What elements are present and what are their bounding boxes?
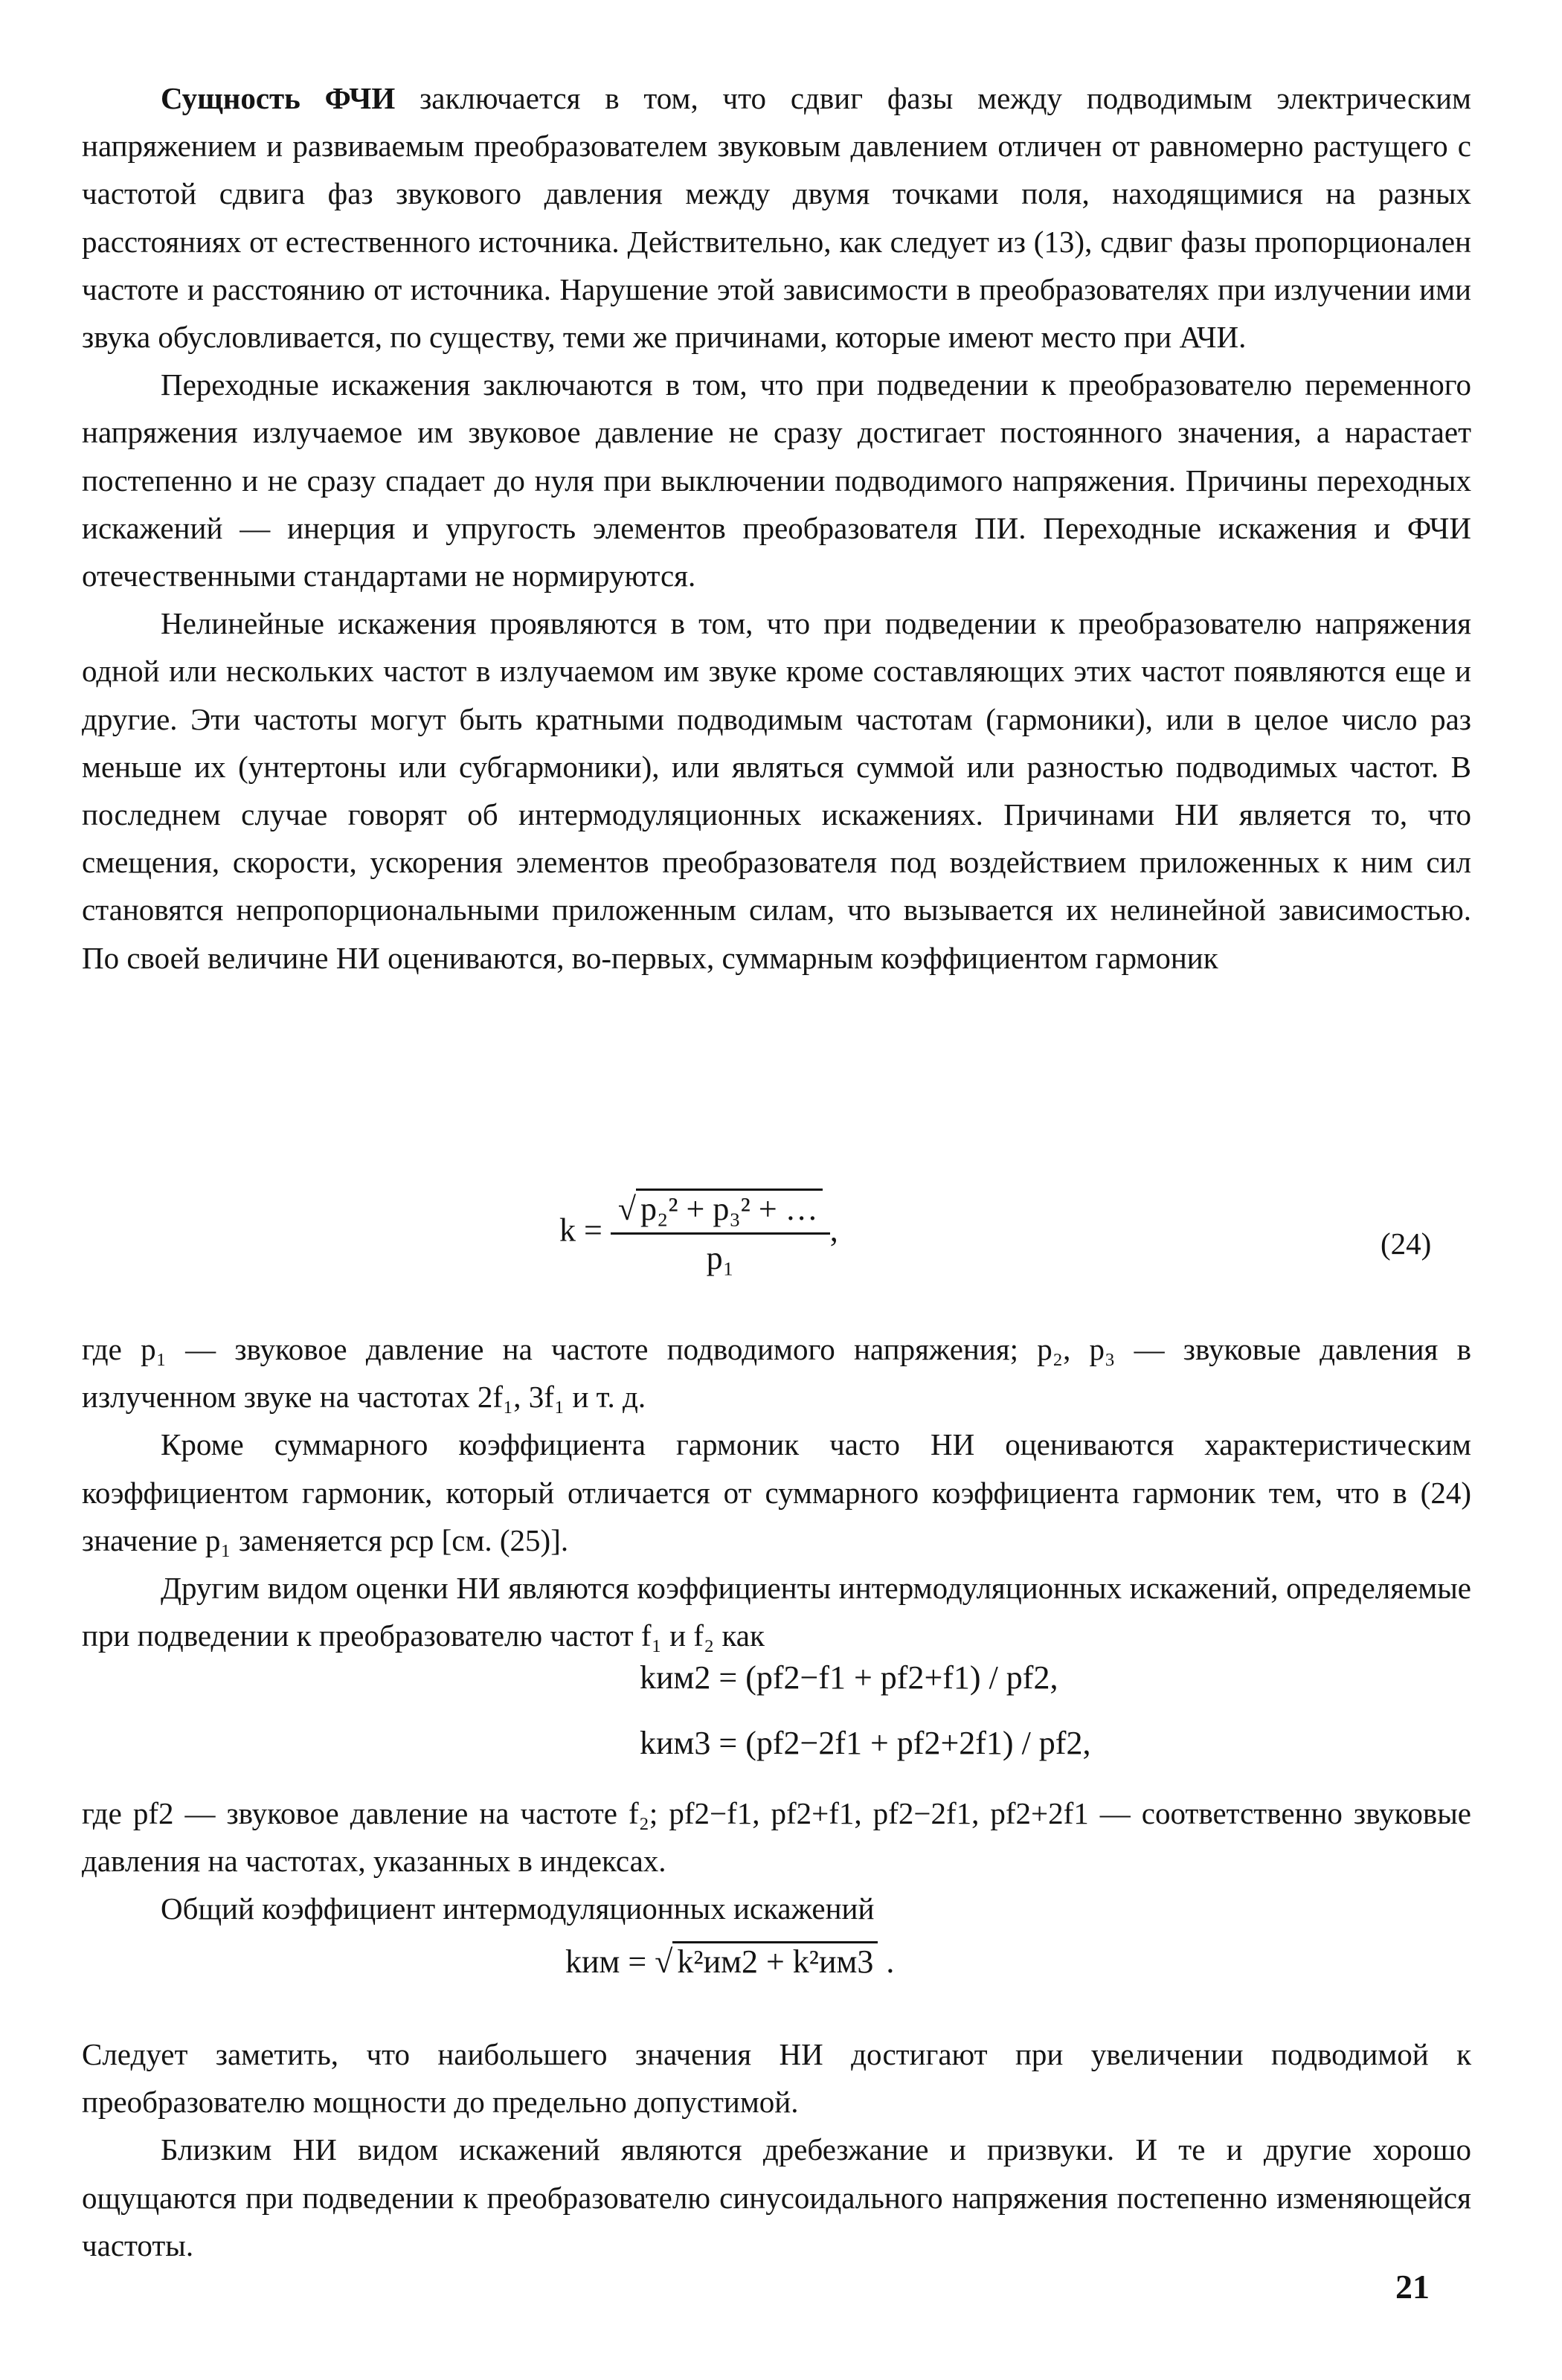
- paragraph-transient: Переходные искажения заключаются в том, что при подведении к преобразователю переменного напряжения излучаемое им звуковое давление не сразу достигает постоянного значения, а нарастает постепенно и не сразу спадает до нуля при выключении подводимого напряжения. Причины переходных искажений — инерция и упругость элементов преобразователя ПИ. Переходные искажения и ФЧИ отечественными стандартами не нормируются.: [82, 367, 1471, 594]
- paragraph-fchi-body: заключается в том, что сдвиг фазы между подводимым электрическим напряжением и развиваемым преобразователем звуковым давлением отличен от равномерно растущего с частотой сдвига фаз звукового давления между двумя точками поля, находящимися на разных расстояниях от естественного источника. Действительно, как следует из (13), сдвиг фазы пропорционален частоте и расстоянию от источника. Нарушение этой зависимости в преобразователях при излучении ими звука обусловливается, по существу, теми же причинами, которые имеют место при АЧИ.: [82, 81, 1471, 355]
- paragraph-fchi: [82, 74, 1471, 361]
- paragraph-nonlinear: Нелинейные искажения проявляются в том, что при подведении к преобразователю напряжения одной или нескольких частот в излучаемом им звуке кроме составляющих этих частот появляются еще и другие. Эти частоты могут быть кратными подводимым частотам (гармоники), или в целое число раз меньше их (унтертоны или субгармоники), или являться суммой или разностью подводимых частот. В последнем случае говорят об интермодуляционных искажениях. Причинами НИ является то, что смещения, скорости, ускорения элементов преобразователя под воздействием приложенных к ним сил становятся непропорциональными приложенным силам, что вызывается их нелинейной зависимостью. По своей величине НИ оцениваются, во-первых, суммарным коэффициентом гармоник: [82, 606, 1471, 975]
- formula-24-numerator: √ p₂² + p₃² + …: [611, 1190, 830, 1235]
- formula-kim2: kим2 = (pf2−f1 + pf2+f1) / pf2,: [640, 1659, 1058, 1696]
- equation-number-24: (24): [1381, 1226, 1432, 1261]
- text-middle: [82, 1325, 1471, 1659]
- paragraph-where-p1: где p₁ — звуковое давление на частоте подводимого напряжения; p₂, p₃ — звуковые давления в излученном звуке на частотах 2f₁, 3f₁ и т. д.: [82, 1332, 1471, 1415]
- formula-24-lhs: k =: [559, 1212, 602, 1249]
- formula-kim-lhs: kим =: [565, 1943, 647, 1980]
- formula-kim3: kим3 = (pf2−2f1 + pf2+2f1) / pf2,: [640, 1725, 1091, 1761]
- formula-kim-radicand: k²им2 + k²им3: [672, 1941, 878, 1980]
- paragraph-intermod: Другим видом оценки НИ являются коэффициенты интермодуляционных искажений, определяемые при подведении к преобразователю частот f₁ и f₂ как: [82, 1571, 1471, 1653]
- text-lower: [82, 2030, 1471, 2269]
- formula-24-fraction: [611, 1190, 830, 1277]
- text-upper: [82, 74, 1471, 982]
- paragraph-total-intermod: Общий коэффициент интермодуляционных искажений: [161, 1891, 875, 1926]
- formula-kim-total: kим = √ k²им2 + k²им3 .: [565, 1943, 894, 1981]
- page-number: 21: [1395, 2268, 1430, 2306]
- paragraph-note: Следует заметить, что наибольшего значения НИ достигают при увеличении подводимой к преобразователю мощности до предельно допустимой.: [82, 2037, 1471, 2120]
- paragraph-rattle: Близким НИ видом искажений являются дребезжание и призвуки. И те и другие хорошо ощущаются при подведении к преобразователю синусоидального напряжения постепенно изменяющейся частоты.: [82, 2132, 1471, 2262]
- paragraph-characteristic: Кроме суммарного коэффициента гармоник часто НИ оцениваются характеристическим коэффициентом гармоник, который отличается от суммарного коэффициента гармоник тем, что в (24) значение p₁ заменяется pср [см. (25)].: [82, 1427, 1471, 1557]
- formula-24-radicand: p₂² + p₃² + …: [636, 1189, 823, 1227]
- paragraph-fchi-lead: Сущность ФЧИ: [161, 81, 396, 115]
- formula-24: k = $\frac{\text{√ p₂² + p₃² + …}}{\text{p₁}}$ ,: [559, 1190, 838, 1277]
- text-where-pf2: [82, 1789, 1471, 1933]
- paragraph-where-pf2: где pf2 — звуковое давление на частоте f₂; pf2−f1, pf2+f1, pf2−2f1, pf2+2f1 — соответственно звуковые давления на частотах, указанных в индексах.: [82, 1796, 1471, 1879]
- formula-24-denominator: p₁: [706, 1240, 734, 1276]
